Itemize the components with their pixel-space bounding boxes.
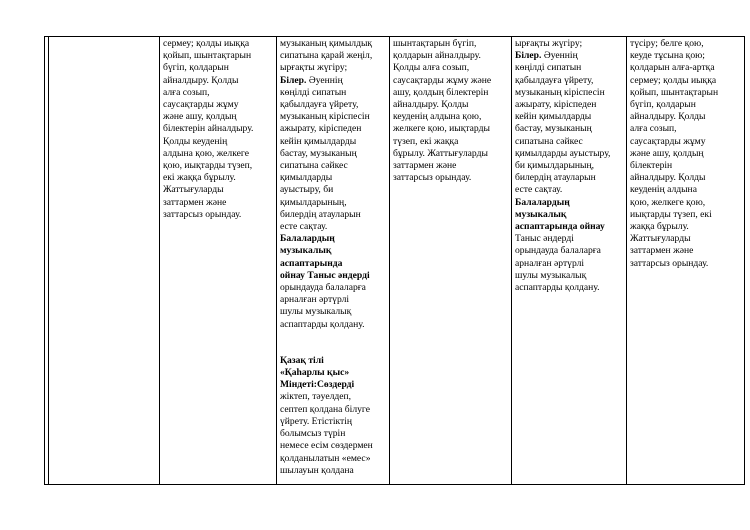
text-line: қойып, шынтақтарын [163,50,252,62]
text-line: ырғақты жүгіру; [280,62,348,74]
text-line: музыканың кіріспесін [280,111,370,123]
text-line: ажырату, кіріспеден [280,123,362,135]
table-cell-col-2 [160,37,277,485]
text-line: есте сақтау. [280,221,328,233]
text-line: алдына қою, желкеге [163,147,249,159]
text-line: ажырату, кіріспеден [515,99,597,111]
text-line: Жаттығуларды [630,233,691,245]
text-line: және ашу, қолдың [163,111,237,123]
text-line: септеп қолдана білуге [280,403,370,415]
text-line: есте сақтау. [515,184,563,196]
text-line: алға созып, [163,86,210,98]
text-line: қабылдауға үйрету, [280,99,359,111]
text-line: желкеге қою, иықтарды [393,123,490,135]
table-row [45,37,745,485]
text-line: үйрету. Етістіктің [280,415,353,427]
bold-lead: Білер. [280,74,307,86]
text-line: қимылдарды ауыстыру, [515,147,611,159]
text-line: кейін қимылдарды [280,135,357,147]
text-line: музыкалық [515,208,567,220]
lesson-plan-table [44,36,745,485]
text-line: қимылдарының, [280,196,347,208]
text-line: сипатына сәйкес [280,160,348,172]
text-line: Міндеті:Сөздерді [280,379,355,391]
table-cell-col-6 [627,37,745,485]
text-line: Қолды алға созып, [393,62,470,74]
text-line: түсіру; белге қою, [630,38,704,49]
text-line: кейін қимылдарды [515,111,592,123]
text-line: қойып, шынтақтарын [630,86,719,98]
text-line: саусақтарды жұму [163,99,239,111]
text-line: билердің атауларын [280,208,361,220]
text-line: немесе есім сөздермен [280,440,373,452]
text-line: қолдарын алға-артқа [630,62,715,74]
text-line: аспаптарды қолдану. [280,318,365,330]
text-line: қою, желкеге қою, [630,196,706,208]
text-line: «Қаһарлы қыс» [280,367,350,379]
text-run: Таныс әндерді [304,269,370,281]
text-line: бастау, музыканың [280,147,357,159]
text-line: және ашу, қолдың [630,147,704,159]
bold-lead: Білер. [515,50,542,62]
text-line: айналдыру. Қолды [393,99,469,111]
text-line: ойнау Таныс әндерді [280,269,370,281]
text-line: музыкалық [280,245,332,257]
text-line: арналған әртүрлі [515,257,585,269]
text-line: заттарсыз орындау. [630,257,709,269]
text-line: заттармен және [163,196,227,208]
text-line: сипатына сәйкес [515,135,583,147]
text-line: орындауда балаларға [515,245,601,257]
text-line: шулы музыкалық [515,269,587,281]
text-run: Әуеннің [541,50,578,62]
text-line: шулы музыкалық [280,306,352,318]
text-line: музыканың қимылдық [280,38,373,49]
text-line: ауыстыру, би [280,184,334,196]
text-run: Сөздерді [316,379,355,391]
text-line: кеуденің алдына [630,184,697,196]
text-line: бүгіп, қолдарын [163,62,229,74]
text-line: музыканың кіріспесін [515,86,605,98]
text-line: бастау, музыканың [515,123,592,135]
text-line: қою, иықтарды түзеп, [163,160,253,172]
text-line: сермеу; қолды иыққа [630,74,717,86]
text-line: Қазақ тілі [280,354,324,366]
text-line: саусақтарды жұму [630,135,706,147]
text-line: билердің атауларын [515,172,596,184]
text-line: айналдыру. Қолды [630,111,706,123]
text-line: Жаттығуларды [163,184,224,196]
text-line: заттармен және [393,160,457,172]
text-line: жіктеп, тәуелдеп, [280,391,352,403]
text-line: кеуденің алдына қою, [393,111,482,123]
text-line: екі жаққа бұрылу. [163,172,236,184]
text-line: кеуде тұсына қою; [630,50,705,62]
text-line: ашу, қолдың білектерін [393,86,489,98]
text-line: көңілді сипатын [280,86,347,98]
text-line: сипатына қарай жеңіл, [280,50,373,62]
text-line: орындауда балаларға [280,282,366,294]
text-line: Қолды кеуденің [163,135,228,147]
table-cell-col-5 [512,37,627,485]
table-cell-col-4 [390,37,512,485]
table-cell-col-3 [277,37,390,485]
text-line: аспаптарында [280,257,343,269]
text-line: бүгіп, қолдарын [630,99,696,111]
text-line: заттарсыз орындау. [163,208,242,220]
text-line: заттармен және [630,245,694,257]
text-line: түзеп, екі жаққа [393,135,459,147]
text-line: саусақтарды жұму және [393,74,492,86]
text-line: білектерін [630,160,673,172]
text-line: заттарсыз орындау. [393,172,472,184]
text-line: қимылдарды [280,172,333,184]
text-line: Таныс әндерді [515,233,574,245]
text-line: алға созып, [630,123,677,135]
text-line: көңілді сипатын [515,62,582,74]
table-cell-col-1 [49,37,160,485]
text-line: жаққа бұрылу. [630,221,689,233]
text-line: шылауын қолдана [280,464,354,476]
text-line: иықтарды түзеп, екі [630,208,712,220]
text-line: Балалардың [515,196,570,208]
spacer [280,331,387,355]
text-line: аспаптарды қолдану. [515,282,600,294]
text-line: айналдыру. Қолды [163,74,239,86]
text-line [280,75,387,87]
text-line: болымсыз түрін [280,428,346,440]
text-line: қабылдауға үйрету, [515,74,594,86]
text-line: аспаптарында ойнау [515,221,605,233]
text-line: қолдарын айналдыру. [393,50,481,62]
text-line: шынтақтарын бүгіп, [393,38,477,49]
text-line: қолданылатын «емес» [280,452,371,464]
text-line: ырғақты жүгіру; [515,38,583,49]
text-line: Балалардың [280,233,335,245]
text-line: сермеу; қолды иыққа [163,38,250,49]
text-line: арналған әртүрлі [280,294,350,306]
text-run: Әуеннің [306,74,343,86]
text-line: би қимылдарының, [515,160,595,172]
text-line: бұрылу. Жаттығуларды [393,147,488,159]
text-line: білектерін айналдыру. [163,123,254,135]
text-line [515,50,624,62]
text-line: айналдыру. Қолды [630,172,706,184]
